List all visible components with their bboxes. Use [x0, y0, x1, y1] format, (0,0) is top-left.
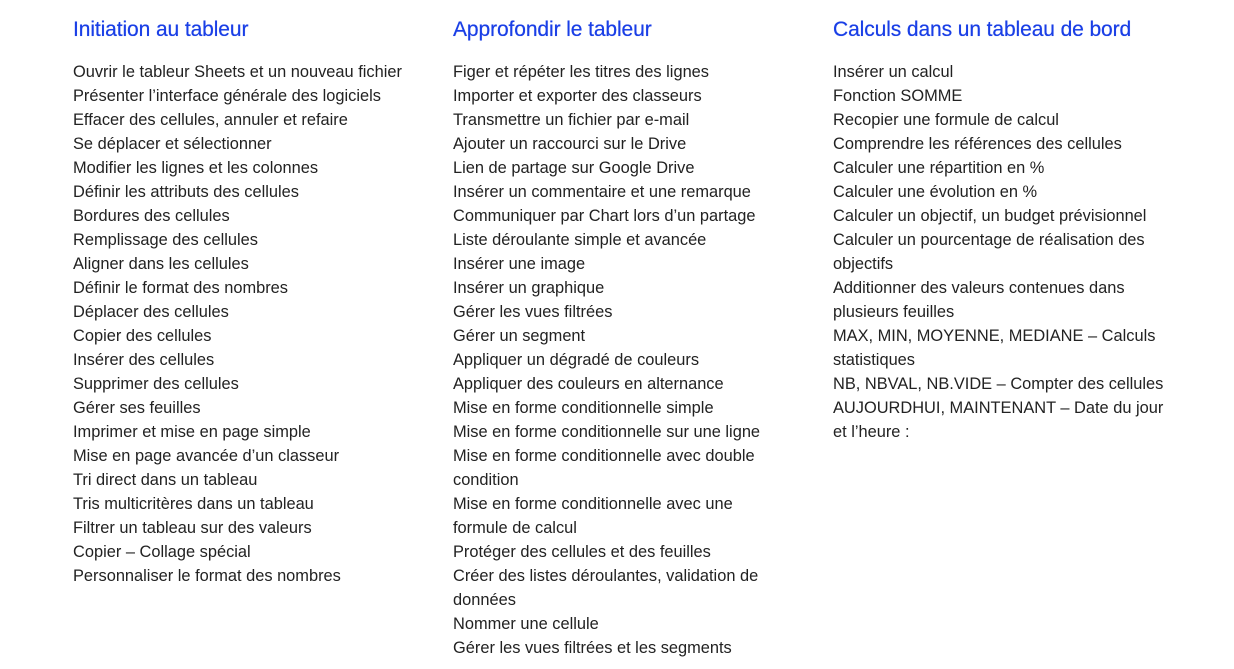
topic-list-item[interactable]: Insérer des cellules [73, 351, 215, 369]
topic-list-item[interactable]: Appliquer des couleurs en alternance [453, 375, 724, 393]
topic-list-item[interactable]: Insérer un calcul [833, 63, 954, 81]
column-calculs [833, 0, 1213, 660]
topic-list-item[interactable]: Filtrer un tableau sur des valeurs [73, 519, 312, 537]
topic-list-item[interactable]: Calculer un objectif, un budget prévisionnel [833, 207, 1147, 225]
topic-list-item[interactable]: Calculer un pourcentage de réalisation des objectifs [833, 231, 1145, 273]
topic-list-item[interactable]: Comprendre les références des cellules [833, 135, 1122, 153]
topic-list-item[interactable]: Tri direct dans un tableau [73, 471, 258, 489]
topic-list-item[interactable]: Fonction SOMME [833, 87, 963, 105]
topic-list-item[interactable]: Définir les attributs des cellules [73, 183, 299, 201]
topic-list-item[interactable]: Gérer les vues filtrées et les segments [453, 639, 732, 657]
topic-list-item[interactable]: Appliquer un dégradé de couleurs [453, 351, 700, 369]
topic-list-item[interactable]: Nommer une cellule [453, 615, 599, 633]
topic-list-item[interactable]: Se déplacer et sélectionner [73, 135, 272, 153]
topic-list-item[interactable]: Modifier les lignes et les colonnes [73, 159, 319, 177]
column-initiation [73, 0, 453, 660]
topic-list-item[interactable]: Gérer les vues filtrées [453, 303, 613, 321]
topic-list-item[interactable]: Gérer ses feuilles [73, 399, 201, 417]
topic-list-item[interactable]: Copier des cellules [73, 327, 212, 345]
topic-list-approfondir [453, 60, 791, 660]
topic-list-item[interactable]: Définir le format des nombres [73, 279, 288, 297]
topic-list-item[interactable]: Déplacer des cellules [73, 303, 229, 321]
topic-list-item[interactable]: Supprimer des cellules [73, 375, 239, 393]
topic-list-item[interactable]: Ouvrir le tableur Sheets et un nouveau fichier [73, 63, 402, 81]
topic-list-item[interactable]: Présenter l’interface générale des logiciels [73, 87, 381, 105]
column-approfondir [453, 0, 833, 660]
topic-list-item[interactable]: Recopier une formule de calcul [833, 111, 1059, 129]
topic-list-item[interactable]: Créer des listes déroulantes, validation de données [453, 567, 759, 609]
topic-list-item[interactable]: Imprimer et mise en page simple [73, 423, 311, 441]
topic-list-item[interactable]: AUJOURDHUI, MAINTENANT – Date du jour et l’heure : [833, 399, 1164, 441]
topic-list-item[interactable]: Bordures des cellules [73, 207, 230, 225]
topic-list-item[interactable]: Figer et répéter les titres des lignes [453, 63, 709, 81]
topic-list-item[interactable]: NB, NBVAL, NB.VIDE – Compter des cellules [833, 375, 1164, 393]
topic-list-item[interactable]: Personnaliser le format des nombres [73, 567, 341, 585]
topic-list-item[interactable]: Insérer un graphique [453, 279, 605, 297]
topic-list-item[interactable]: Tris multicritères dans un tableau [73, 495, 314, 513]
topic-list-calculs [833, 60, 1171, 444]
topic-list-item[interactable]: Mise en forme conditionnelle simple [453, 399, 714, 417]
topic-list-item[interactable]: Mise en forme conditionnelle avec une formule de calcul [453, 495, 733, 537]
topic-list-item[interactable]: Gérer un segment [453, 327, 586, 345]
topic-list-initiation [73, 60, 411, 588]
topic-list-item[interactable]: Mise en page avancée d’un classeur [73, 447, 340, 465]
topic-list-item[interactable]: Ajouter un raccourci sur le Drive [453, 135, 687, 153]
topic-list-item[interactable]: MAX, MIN, MOYENNE, MEDIANE – Calculs statistiques [833, 327, 1156, 369]
topic-list-item[interactable]: Effacer des cellules, annuler et refaire [73, 111, 348, 129]
column-title-calculs[interactable]: Calculs dans un tableau de bord [833, 18, 1132, 41]
topic-list-item[interactable]: Insérer un commentaire et une remarque [453, 183, 751, 201]
topic-list-item[interactable]: Remplissage des cellules [73, 231, 258, 249]
course-columns [73, 0, 1213, 660]
topic-list-item[interactable]: Calculer une évolution en % [833, 183, 1038, 201]
topic-list-item[interactable]: Additionner des valeurs contenues dans plusieurs feuilles [833, 279, 1125, 321]
column-title-approfondir[interactable]: Approfondir le tableur [453, 18, 652, 41]
topic-list-item[interactable]: Lien de partage sur Google Drive [453, 159, 695, 177]
topic-list-item[interactable]: Communiquer par Chart lors d’un partage [453, 207, 756, 225]
topic-list-item[interactable]: Protéger des cellules et des feuilles [453, 543, 711, 561]
topic-list-item[interactable]: Mise en forme conditionnelle avec double condition [453, 447, 755, 489]
topic-list-item[interactable]: Liste déroulante simple et avancée [453, 231, 707, 249]
column-title-initiation[interactable]: Initiation au tableur [73, 18, 249, 41]
topic-list-item[interactable]: Transmettre un fichier par e-mail [453, 111, 690, 129]
topic-list-item[interactable]: Importer et exporter des classeurs [453, 87, 702, 105]
topic-list-item[interactable]: Copier – Collage spécial [73, 543, 251, 561]
topic-list-item[interactable]: Insérer une image [453, 255, 586, 273]
topic-list-item[interactable]: Mise en forme conditionnelle sur une ligne [453, 423, 761, 441]
topic-list-item[interactable]: Calculer une répartition en % [833, 159, 1045, 177]
topic-list-item[interactable]: Aligner dans les cellules [73, 255, 249, 273]
